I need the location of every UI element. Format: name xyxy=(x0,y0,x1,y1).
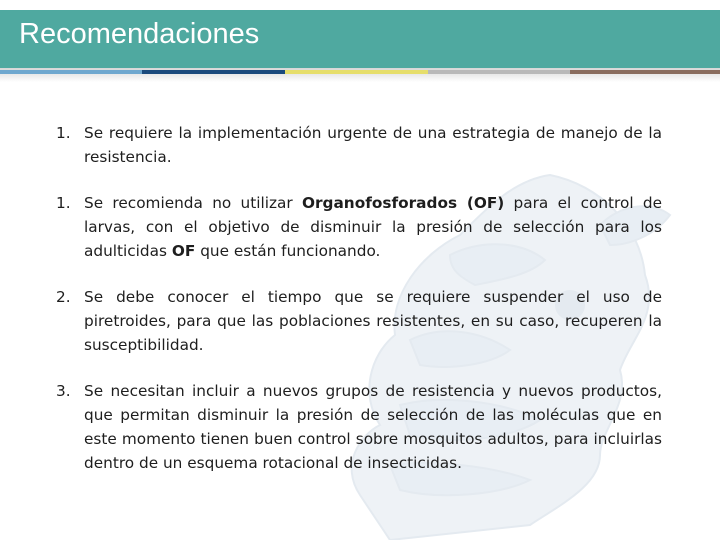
accent-stripe-light-blue xyxy=(0,70,142,74)
list-item xyxy=(56,285,662,357)
text-segment: para el control de larvas, con el objetivo de disminuir la presión de selección para los adulticidas xyxy=(84,194,663,260)
list-item xyxy=(56,191,662,263)
page-title: Recomendaciones xyxy=(19,18,260,50)
item-text: Se debe conocer el tiempo que se requiere suspender el uso de piretroides, para que las poblaciones resistentes, en su caso, recuperen la susceptibilidad. xyxy=(84,288,662,354)
item-number: 1. xyxy=(56,194,71,212)
accent-stripe-yellow xyxy=(285,70,428,74)
text-segment: que están funcionando. xyxy=(195,242,381,260)
accent-stripe-navy xyxy=(142,70,285,74)
bold-term: OF xyxy=(171,242,196,260)
item-number: 3. xyxy=(56,382,71,400)
item-text: Se necesitan incluir a nuevos grupos de resistencia y nuevos productos, que permitan disminuir la presión de selección de las moléculas que en este momento tienen buen control sobre mosquitos adultos, para incluirlas dentro de un esquema rotacional de insecticidas. xyxy=(84,382,662,472)
list-item xyxy=(56,379,662,475)
accent-stripe-brown xyxy=(570,70,720,74)
list-item xyxy=(56,121,662,169)
item-number: 2. xyxy=(56,288,71,306)
item-number: 1. xyxy=(56,124,71,142)
accent-stripe-gray xyxy=(428,70,570,74)
bold-term: Organofosforados (OF) xyxy=(301,194,505,212)
item-text: Se requiere la implementación urgente de una estrategia de manejo de la resistencia. xyxy=(84,124,662,166)
item-text xyxy=(84,191,662,263)
text-segment: Se recomienda no utilizar xyxy=(84,194,302,212)
recommendations-list xyxy=(56,121,662,497)
